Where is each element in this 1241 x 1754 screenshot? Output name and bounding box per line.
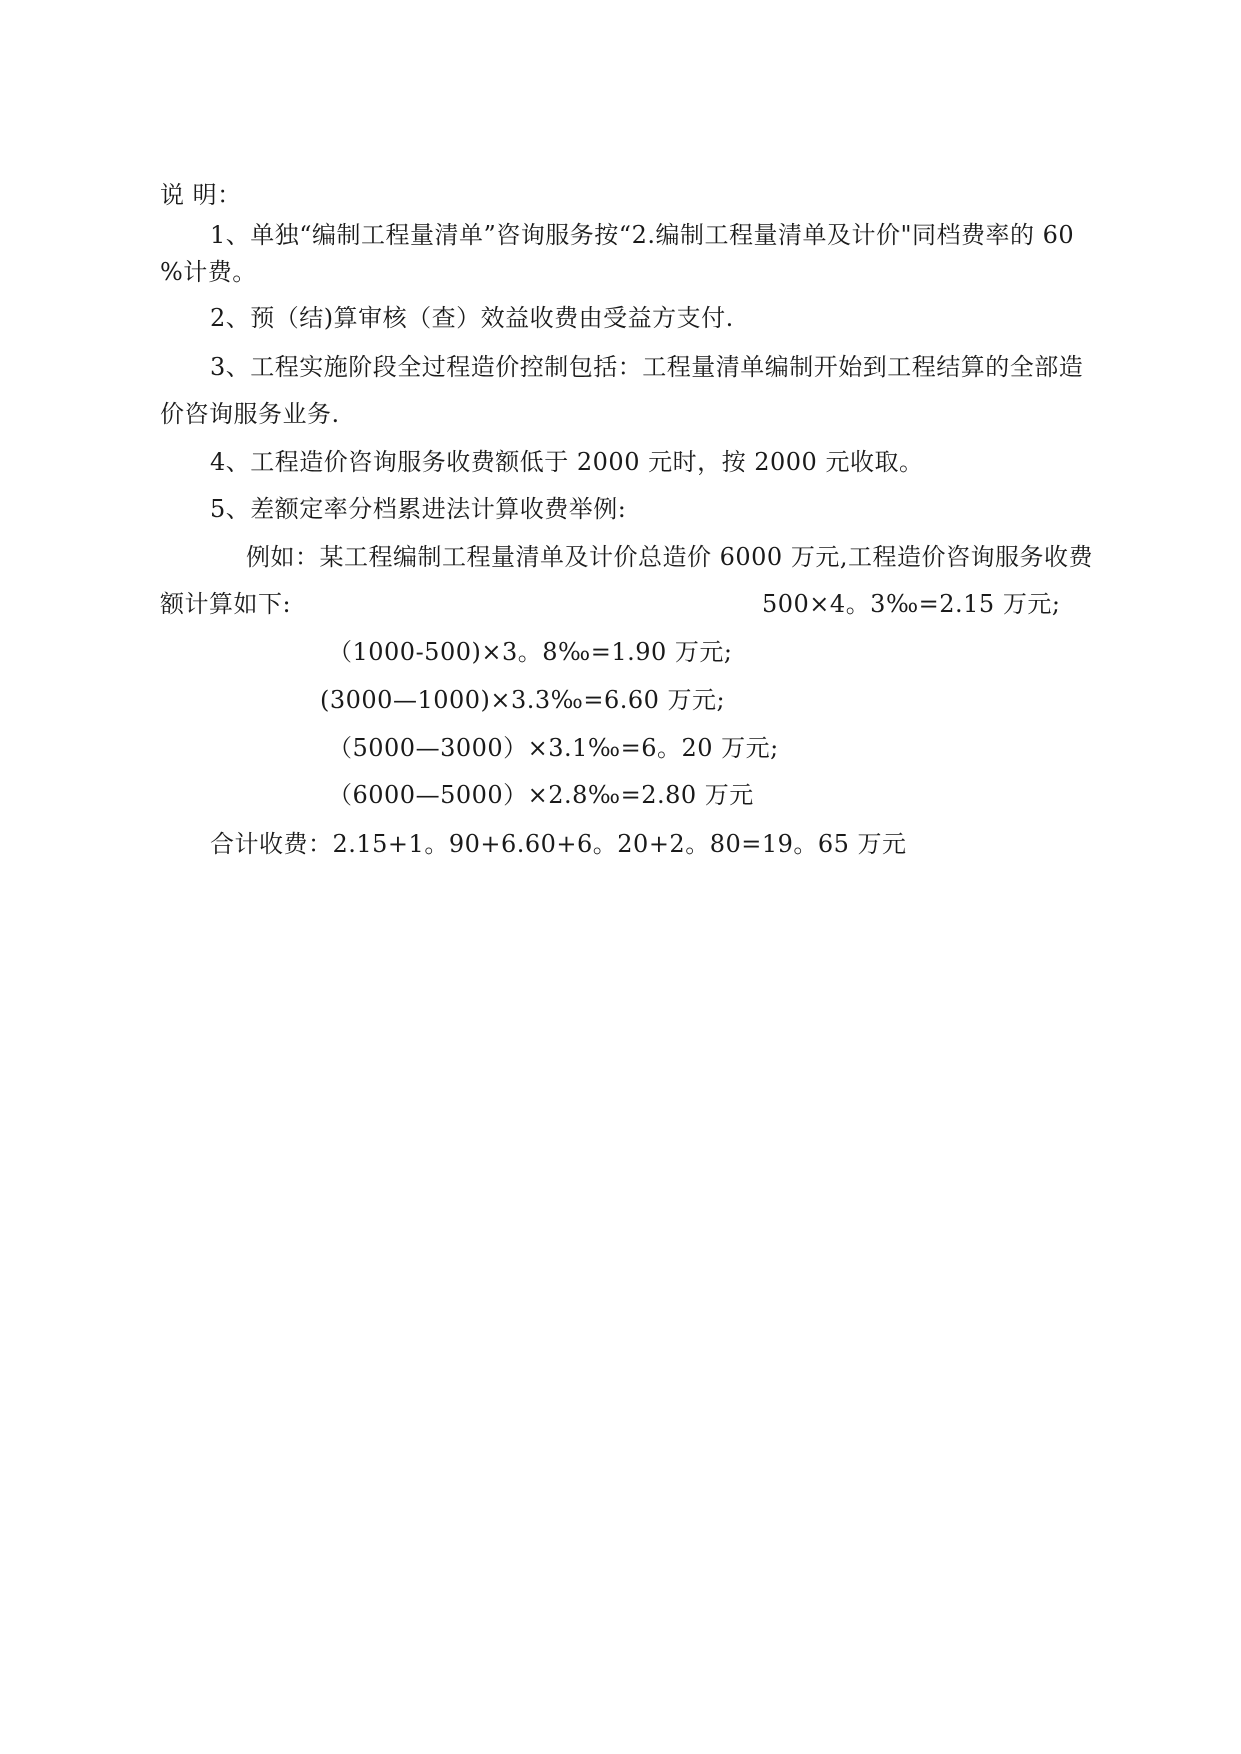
example-intro-line-2: 额计算如下: <box>160 590 292 618</box>
note-2: 2、预（结)算审核（查）效益收费由受益方支付. <box>210 304 734 332</box>
note-1-line-2: %计费。 <box>160 258 257 286</box>
note-5: 5、差额定率分档累进法计算收费举例: <box>210 495 627 523</box>
note-3-line-1: 3、工程实施阶段全过程造价控制包括：工程量清单编制开始到工程结算的全部造 <box>210 353 1084 381</box>
calc-step-3: (3000—1000)×3.3‰=6.60 万元; <box>320 686 726 714</box>
example-intro-line-1: 例如：某工程编制工程量清单及计价总造价 6000 万元,工程造价咨询服务收费 <box>246 543 1093 571</box>
calc-step-5: （6000—5000）×2.8‰=2.80 万元 <box>328 781 754 809</box>
note-3-line-2: 价咨询服务业务. <box>160 400 340 428</box>
heading: 说 明： <box>160 181 242 209</box>
note-1-line-1: 1、单独“编制工程量清单”咨询服务按“2.编制工程量清单及计价"同档费率的 60 <box>210 221 1075 249</box>
calc-step-1: 500×4。3‰=2.15 万元; <box>762 590 1061 618</box>
note-4: 4、工程造价咨询服务收费额低于 2000 元时，按 2000 元收取。 <box>210 448 924 476</box>
calc-step-2: （1000-500)×3。8‰=1.90 万元; <box>328 638 733 666</box>
total-fee: 合计收费：2.15+1。90+6.60+6。20+2。80=19。65 万元 <box>210 830 907 858</box>
calc-step-4: （5000—3000）×3.1‰=6。20 万元; <box>328 734 779 762</box>
